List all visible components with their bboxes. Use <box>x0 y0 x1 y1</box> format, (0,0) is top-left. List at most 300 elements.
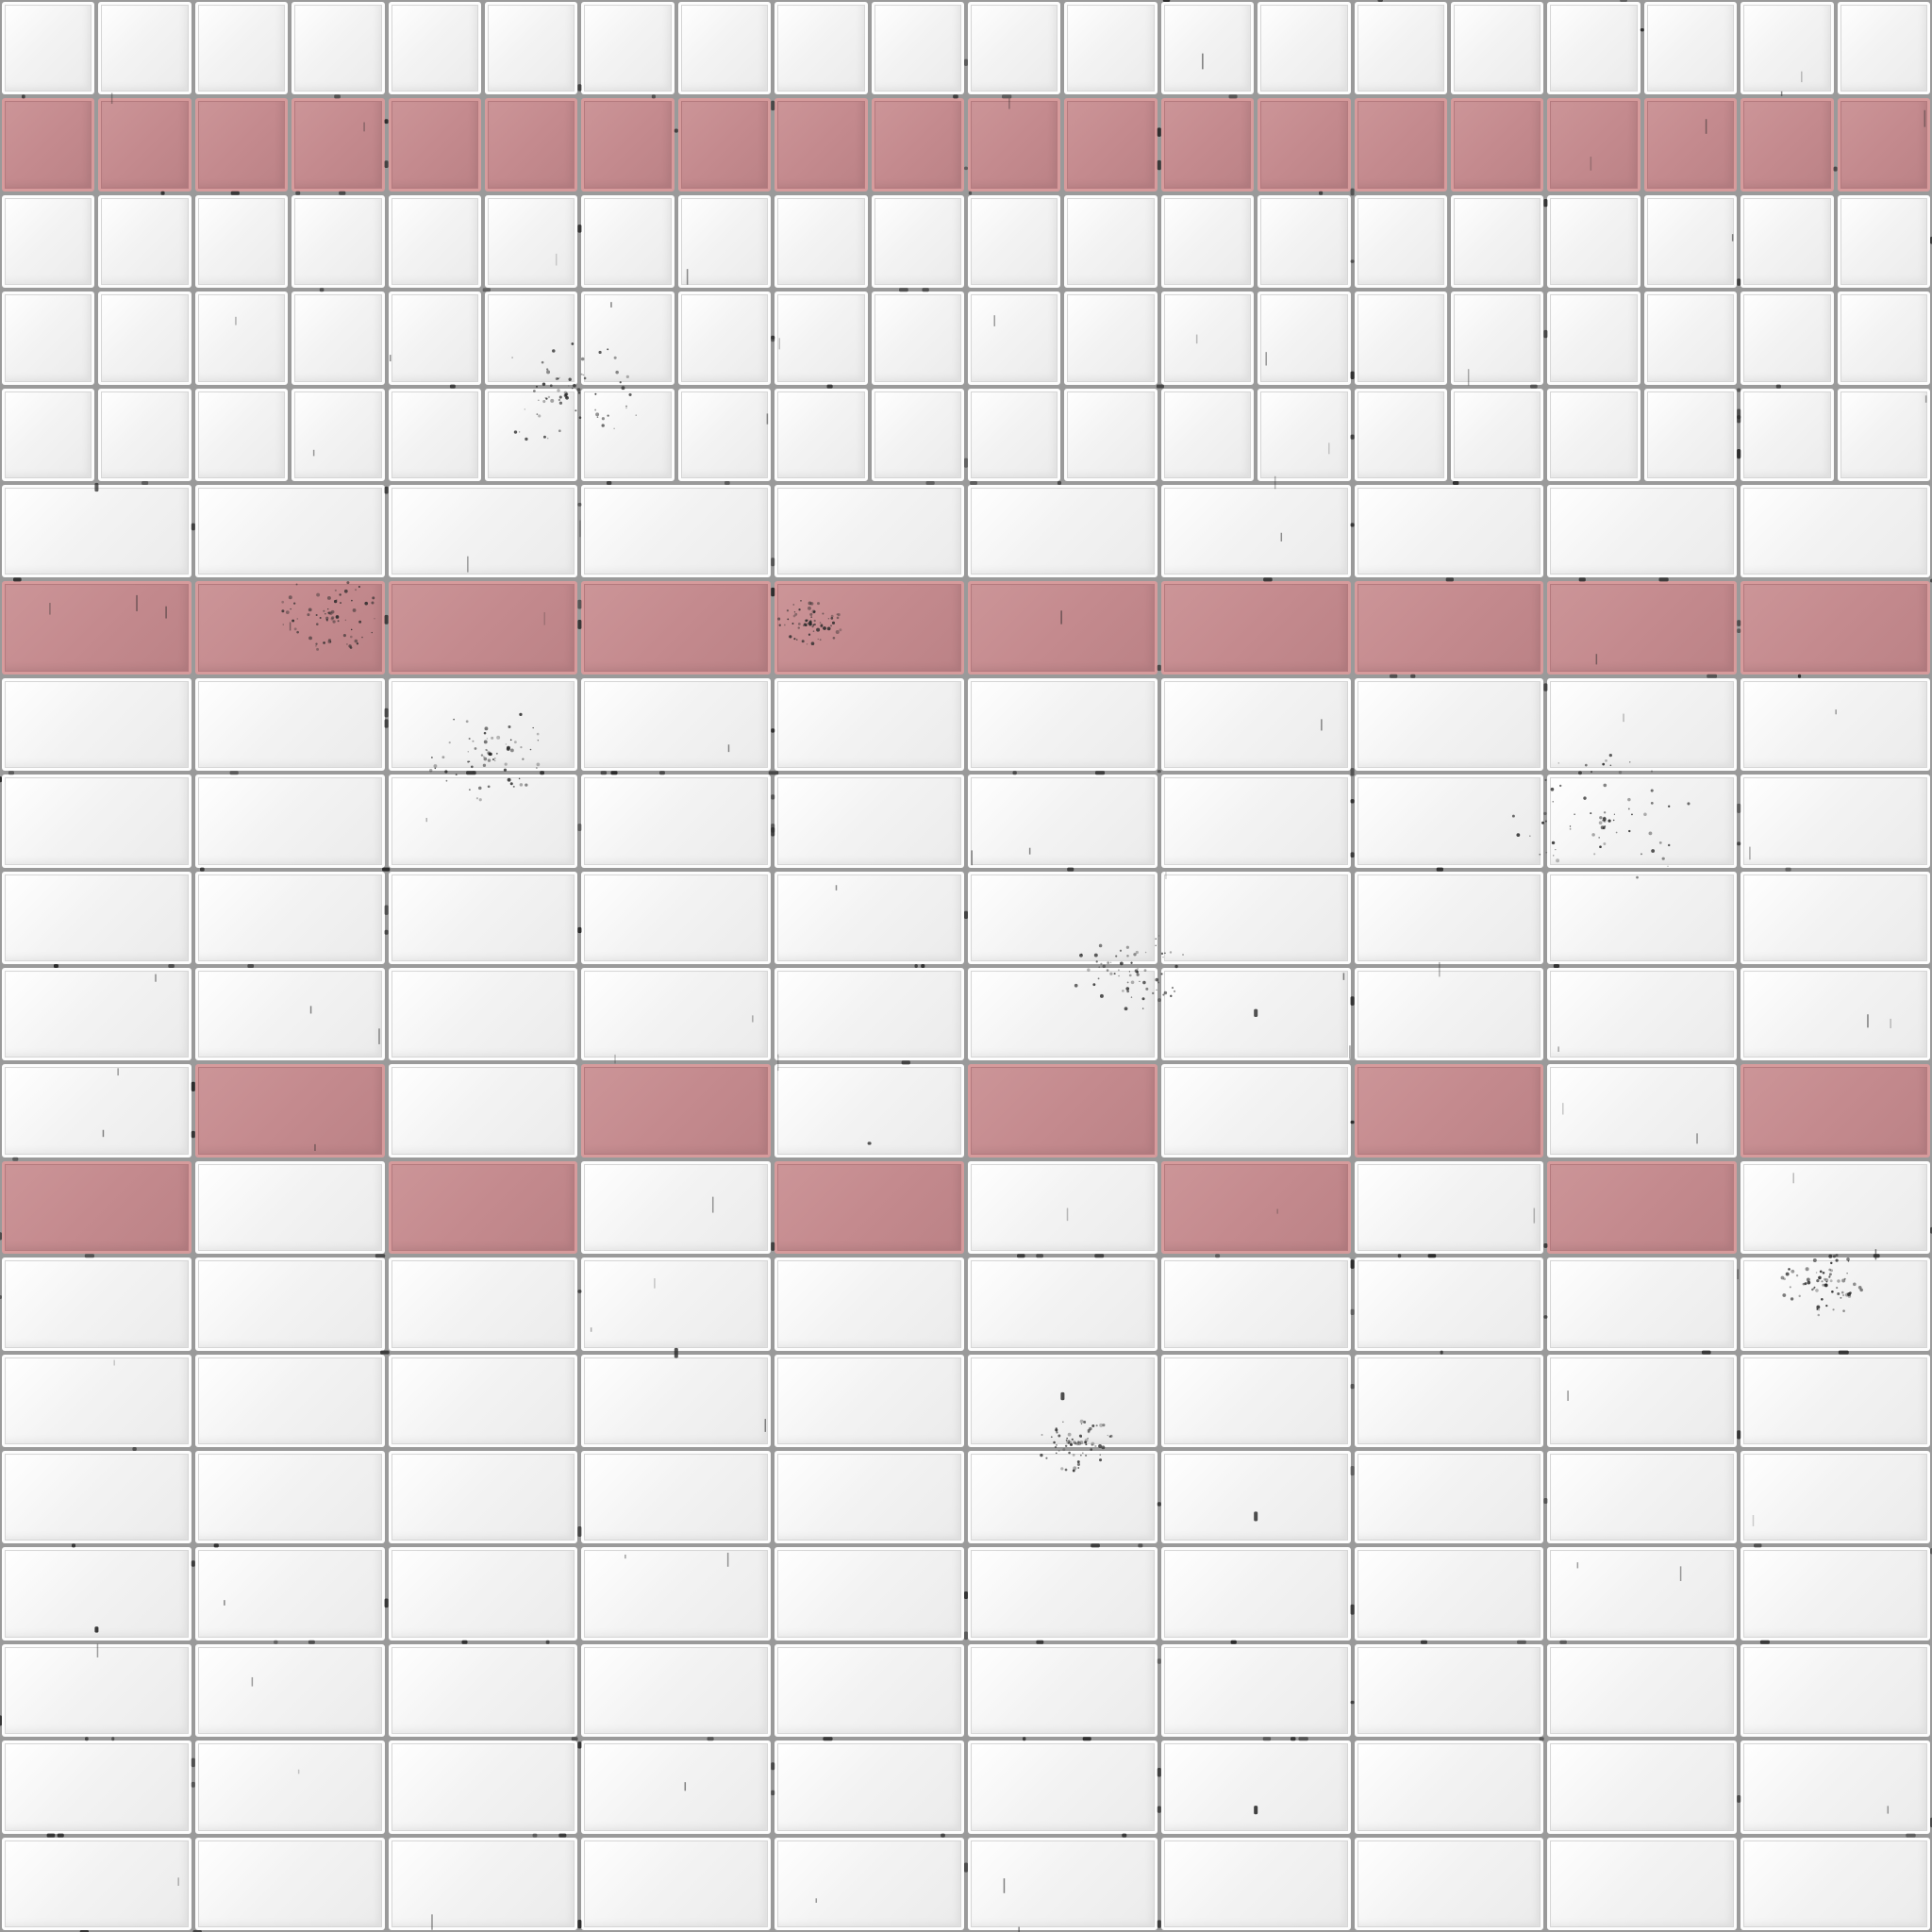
grime-dot <box>1559 785 1561 787</box>
grime-dot <box>537 763 541 767</box>
grime-dot <box>538 399 540 401</box>
grime-dot <box>514 741 517 743</box>
grime-speck <box>1776 385 1781 389</box>
grime-dot <box>809 613 812 616</box>
drip-streak <box>390 355 391 361</box>
grime-speck <box>1291 1737 1295 1740</box>
grime-dot <box>449 741 451 743</box>
grime-speck <box>1707 675 1717 678</box>
grime-dot <box>326 620 328 622</box>
grime-dot <box>1070 1443 1073 1446</box>
grime-dot <box>505 763 508 766</box>
drip-streak <box>1875 1249 1877 1259</box>
grime-speck <box>1377 0 1382 2</box>
grime-dot <box>283 624 284 625</box>
grime-dot <box>559 402 562 405</box>
grime-speck <box>540 771 544 774</box>
grime-dot <box>628 393 631 396</box>
grime-dot <box>578 391 580 393</box>
grime-dot <box>810 616 812 618</box>
drip-streak <box>177 1877 179 1886</box>
drip-streak <box>252 1677 254 1687</box>
grime-speck <box>1158 127 1161 136</box>
grime-dot <box>296 631 299 634</box>
grime-speck <box>1798 675 1801 678</box>
grime-speck <box>1158 1658 1161 1663</box>
drip-streak <box>1801 72 1803 82</box>
drip-streak <box>224 1600 225 1606</box>
grime-dot <box>339 593 341 595</box>
grime-speck <box>1095 771 1105 774</box>
grime-speck <box>1254 1806 1257 1814</box>
grime-dot <box>1094 954 1098 958</box>
grime-speck <box>132 1447 136 1451</box>
grime-dot <box>1788 1268 1790 1271</box>
grime-speck <box>1554 964 1559 968</box>
grime-dot <box>1842 1309 1845 1312</box>
grime-speck <box>466 771 476 774</box>
grime-dot <box>572 388 574 390</box>
grime-speck <box>1158 770 1161 773</box>
grime-speck <box>724 481 730 485</box>
grime-dot <box>350 636 353 639</box>
grime-speck <box>926 481 935 485</box>
grime-speck <box>1158 1920 1161 1927</box>
grime-speck <box>970 481 977 485</box>
grime-dot <box>1822 1284 1824 1287</box>
grime-dot <box>475 747 477 750</box>
grime-speck <box>1351 1605 1355 1615</box>
grime-speck <box>1390 675 1397 678</box>
grime-speck <box>1351 1701 1355 1704</box>
grime-speck <box>1091 1543 1100 1547</box>
grime-speck <box>1215 1254 1220 1257</box>
grime-dot <box>559 377 560 378</box>
grime-dot <box>519 431 520 432</box>
grime-dot <box>1058 1434 1060 1437</box>
drip-streak <box>378 1028 380 1044</box>
grime-dot <box>607 414 608 416</box>
drip-streak <box>1165 872 1167 879</box>
drip-streak <box>816 1898 818 1903</box>
grime-dot <box>1142 981 1146 985</box>
grime-dot <box>614 357 617 359</box>
drip-streak <box>1706 119 1707 134</box>
grime-speck <box>1094 1254 1104 1257</box>
grime-dot <box>348 644 351 647</box>
grime-dot <box>456 774 458 775</box>
grime-dot <box>811 625 813 627</box>
grime-dot <box>1099 1424 1103 1427</box>
grime-dot <box>777 618 780 621</box>
grime-dot <box>1614 814 1615 815</box>
grime-speck <box>899 288 908 291</box>
grime-speck <box>1737 841 1740 845</box>
grime-speck <box>964 59 968 66</box>
drip-streak <box>1349 1045 1351 1058</box>
grime-dot <box>520 746 522 748</box>
grime-dot <box>1100 963 1102 965</box>
grime-speck <box>1067 868 1074 872</box>
grime-speck <box>577 1741 581 1748</box>
drip-streak <box>1623 714 1624 723</box>
drip-streak <box>1835 709 1837 714</box>
grime-dot <box>328 639 331 641</box>
grime-dot <box>1094 1445 1096 1447</box>
grime-dot <box>804 623 807 625</box>
grime-dot <box>1687 802 1690 805</box>
grime-dot <box>1162 993 1164 995</box>
grime-speck <box>85 1254 94 1257</box>
grime-speck <box>94 483 98 491</box>
grime-dot <box>1065 1469 1068 1472</box>
grime-speck <box>1158 1502 1161 1506</box>
grime-dot <box>1816 1279 1819 1282</box>
grime-speck <box>1351 259 1355 262</box>
grime-speck <box>868 1141 872 1144</box>
grime-dot <box>1781 1276 1785 1280</box>
grime-dot <box>325 617 328 620</box>
grime-dot <box>355 640 358 643</box>
grime-dot <box>575 409 576 411</box>
grime-dot <box>828 618 829 619</box>
grime-dot <box>508 778 511 782</box>
grime-dot <box>545 397 547 399</box>
grime-speck <box>902 1060 910 1064</box>
grime-speck <box>0 1295 2 1299</box>
grime-speck <box>1658 577 1668 581</box>
drip-streak <box>49 603 51 615</box>
grime-dot <box>1098 977 1100 979</box>
grime-dot <box>814 620 816 622</box>
grime-speck <box>1254 1511 1257 1521</box>
grime-dot <box>1100 994 1104 998</box>
grime-speck <box>914 964 917 968</box>
grime-dot <box>1152 992 1154 994</box>
grime-dot <box>1118 969 1120 971</box>
drip-streak <box>97 1644 99 1657</box>
grime-dot <box>1131 996 1132 997</box>
grime-dot <box>1551 788 1555 791</box>
grime-dot <box>355 589 357 591</box>
grime-dot <box>494 758 496 759</box>
grime-dot <box>1077 1463 1080 1466</box>
grime-dot <box>1155 938 1157 940</box>
grime-speck <box>1906 1834 1915 1838</box>
grime-dot <box>487 738 488 739</box>
grime-dot <box>607 348 608 350</box>
drip-streak <box>298 1770 300 1774</box>
grime-speck <box>334 94 341 98</box>
grime-speck <box>54 964 58 968</box>
grime-dot <box>1649 831 1653 835</box>
grime-dot <box>281 609 284 612</box>
grime-dot <box>1806 1267 1809 1271</box>
grime-dot <box>1556 858 1559 862</box>
grime-dot <box>340 602 341 604</box>
grime-speck <box>1083 1737 1091 1740</box>
grime-dot <box>537 413 539 415</box>
grime-dot <box>1859 1289 1863 1292</box>
grime-dot <box>1062 1422 1063 1423</box>
grime-speck <box>1351 523 1355 526</box>
grime-speck <box>577 1920 581 1928</box>
grime-dot <box>336 599 338 601</box>
grime-dot <box>1090 1448 1092 1451</box>
grime-speck <box>8 771 14 774</box>
grime-dot <box>473 771 475 773</box>
grime-dot <box>478 787 482 791</box>
grime-dot <box>538 414 541 417</box>
grime-dot <box>805 619 808 622</box>
grime-speck <box>1254 1009 1257 1017</box>
grime-speck <box>94 1626 98 1632</box>
grime-speck <box>1229 94 1238 98</box>
grime-dot <box>1552 801 1553 802</box>
grime-dot <box>1847 1292 1851 1296</box>
grime-speck <box>1737 415 1740 423</box>
grime-speck <box>385 905 389 914</box>
grime-dot <box>1818 1314 1821 1317</box>
grime-dot <box>351 629 353 631</box>
grime-dot <box>1651 802 1654 805</box>
grime-dot <box>329 612 332 615</box>
grime-dot <box>1583 796 1586 799</box>
grime-speck <box>192 524 195 531</box>
grime-dot <box>1837 1279 1840 1282</box>
grime-speck <box>1012 771 1016 774</box>
grime-dot <box>1842 1294 1844 1296</box>
grime-dot <box>1129 974 1132 977</box>
grime-dot <box>1085 1443 1087 1445</box>
grime-dot <box>492 758 494 760</box>
grime-speck <box>771 588 774 596</box>
grime-dot <box>1816 1306 1820 1309</box>
grime-dot <box>1056 1427 1058 1429</box>
grime-dot <box>1161 953 1163 955</box>
grime-dot <box>1613 820 1615 822</box>
grime-dot <box>625 406 627 408</box>
drip-streak <box>556 254 558 266</box>
grime-dot <box>1074 984 1078 988</box>
grime-dot <box>1065 1445 1067 1447</box>
grime-speck <box>601 771 607 774</box>
grime-speck <box>572 1737 578 1740</box>
grime-speck <box>295 192 300 195</box>
grime-dot <box>818 639 819 640</box>
grime-dot <box>1668 806 1670 808</box>
grime-dot <box>1155 945 1156 946</box>
grime-dot <box>1609 754 1612 757</box>
grime-dot <box>546 368 548 370</box>
grime-speck <box>1017 1254 1024 1257</box>
grime-speck <box>320 288 325 291</box>
grime-dot <box>594 409 596 411</box>
drip-streak <box>591 1327 592 1332</box>
grime-dot <box>1135 969 1139 973</box>
grime-dot <box>372 596 375 599</box>
grime-speck <box>771 728 774 732</box>
grime-dot <box>1823 1272 1825 1274</box>
grime-dot <box>1129 971 1130 972</box>
grime-dot <box>1641 853 1642 855</box>
grime-dot <box>1668 844 1670 846</box>
grime-dot <box>344 590 348 593</box>
grime-dot <box>1667 866 1668 867</box>
grime-dot <box>1790 1297 1793 1300</box>
grime-dot <box>338 620 340 622</box>
grime-speck <box>1410 675 1415 678</box>
grime-dot <box>1062 1448 1065 1451</box>
grime-speck <box>200 868 205 872</box>
grime-dot <box>1836 1287 1838 1289</box>
grime-speck <box>1157 385 1164 389</box>
drip-streak <box>1274 476 1276 490</box>
drip-streak <box>1202 54 1204 70</box>
drip-streak <box>1067 1208 1069 1222</box>
grime-dot <box>1570 828 1572 830</box>
grime-dot <box>1098 1444 1102 1448</box>
grime-speck <box>247 964 254 968</box>
grime-speck <box>1351 799 1355 803</box>
grime-dot <box>800 600 801 601</box>
drip-streak <box>1276 1209 1278 1214</box>
grime-dot <box>346 581 349 584</box>
grime-dot <box>434 764 438 768</box>
grime-dot <box>831 615 834 618</box>
grime-speck <box>1543 199 1547 207</box>
grime-dot <box>1602 763 1605 766</box>
grime-dot <box>351 600 353 602</box>
grime-speck <box>1737 804 1740 813</box>
drip-streak <box>363 123 365 132</box>
grime-dot <box>519 713 522 716</box>
drip-streak <box>1567 1391 1569 1401</box>
drip-streak <box>136 595 138 611</box>
grime-dot <box>1079 954 1083 958</box>
grime-dot <box>811 641 815 645</box>
grime-dot <box>1080 1420 1084 1424</box>
grime-dot <box>808 634 810 636</box>
grime-speck <box>1351 1121 1355 1124</box>
grime-dot <box>1130 962 1132 964</box>
grime-dot <box>1073 1454 1075 1457</box>
grime-dot <box>435 768 437 770</box>
drip-streak <box>1562 1103 1564 1114</box>
grime-dot <box>316 614 318 616</box>
grime-dot <box>513 786 515 788</box>
grime-dot <box>1145 988 1148 991</box>
drip-streak <box>235 317 237 325</box>
grime-dot <box>361 637 363 639</box>
grime-speck <box>161 192 165 195</box>
grime-speck <box>1263 577 1273 581</box>
grime-dot <box>533 390 536 392</box>
grime-dot <box>1100 1455 1101 1456</box>
grime-dot <box>1126 946 1129 949</box>
grime-speck <box>192 1560 195 1566</box>
grime-speck <box>308 1641 315 1644</box>
grime-dot <box>1553 855 1554 856</box>
grime-speck <box>1351 768 1355 776</box>
grime-speck <box>577 1290 581 1293</box>
grime-dot <box>597 416 599 418</box>
grime-dot <box>1182 954 1184 956</box>
grime-speck <box>385 708 389 718</box>
grime-dot <box>1516 833 1520 837</box>
drip-streak <box>1924 110 1926 127</box>
grime-dot <box>1529 835 1530 836</box>
grime-dot <box>453 719 455 721</box>
grime-speck <box>1351 1466 1355 1475</box>
grime-dot <box>468 751 469 752</box>
drip-streak <box>103 1130 105 1137</box>
grime-dot <box>550 384 553 387</box>
grime-dot <box>1544 779 1546 781</box>
grime-dot <box>484 732 487 735</box>
grime-dot <box>1659 841 1662 844</box>
grime-dot <box>372 632 373 633</box>
grime-dot <box>839 628 841 631</box>
drip-streak <box>1060 610 1062 624</box>
grime-speck <box>964 458 968 468</box>
grime-speck <box>1437 868 1443 872</box>
grime-dot <box>1818 1309 1819 1310</box>
grime-dot <box>1174 965 1177 968</box>
grime-dot <box>1107 969 1109 972</box>
grime-dot <box>1115 955 1117 957</box>
grime-speck <box>1453 481 1458 485</box>
grime-dot <box>823 627 824 629</box>
grime-speck <box>1834 167 1838 172</box>
grime-dot <box>1073 1466 1076 1470</box>
grime-dot <box>281 601 284 604</box>
grime-dot <box>290 608 291 609</box>
grime-dot <box>1601 825 1605 829</box>
grime-dot <box>1830 1279 1833 1282</box>
drip-streak <box>777 1055 779 1071</box>
grime-speck <box>969 192 972 195</box>
grime-speck <box>385 615 389 625</box>
grime-dot <box>1099 944 1103 948</box>
grime-dot <box>522 758 524 760</box>
grime-dot <box>1077 1467 1079 1469</box>
grime-dot <box>466 720 469 723</box>
grime-dot <box>1114 973 1116 974</box>
grime-speck <box>1002 94 1011 98</box>
grime-speck <box>577 927 581 933</box>
grime-dot <box>579 416 582 419</box>
grime-speck <box>230 771 239 774</box>
grime-dot <box>1056 1452 1058 1454</box>
grime-speck <box>1543 1315 1547 1319</box>
grime-dot <box>1164 953 1166 955</box>
grime-dot <box>808 607 811 610</box>
grime-dot <box>1099 1458 1102 1461</box>
grime-dot <box>496 753 498 755</box>
grime-dot <box>1807 1277 1810 1281</box>
grime-speck <box>964 167 968 170</box>
grime-dot <box>833 637 836 640</box>
grime-dot <box>1118 975 1120 977</box>
grime-dot <box>542 383 546 387</box>
grime-speck <box>675 129 678 133</box>
grime-dot <box>294 627 297 630</box>
grime-dot <box>1605 759 1607 762</box>
grime-dot <box>1092 983 1095 986</box>
grime-dot <box>1158 935 1159 936</box>
grime-dot <box>820 622 822 624</box>
